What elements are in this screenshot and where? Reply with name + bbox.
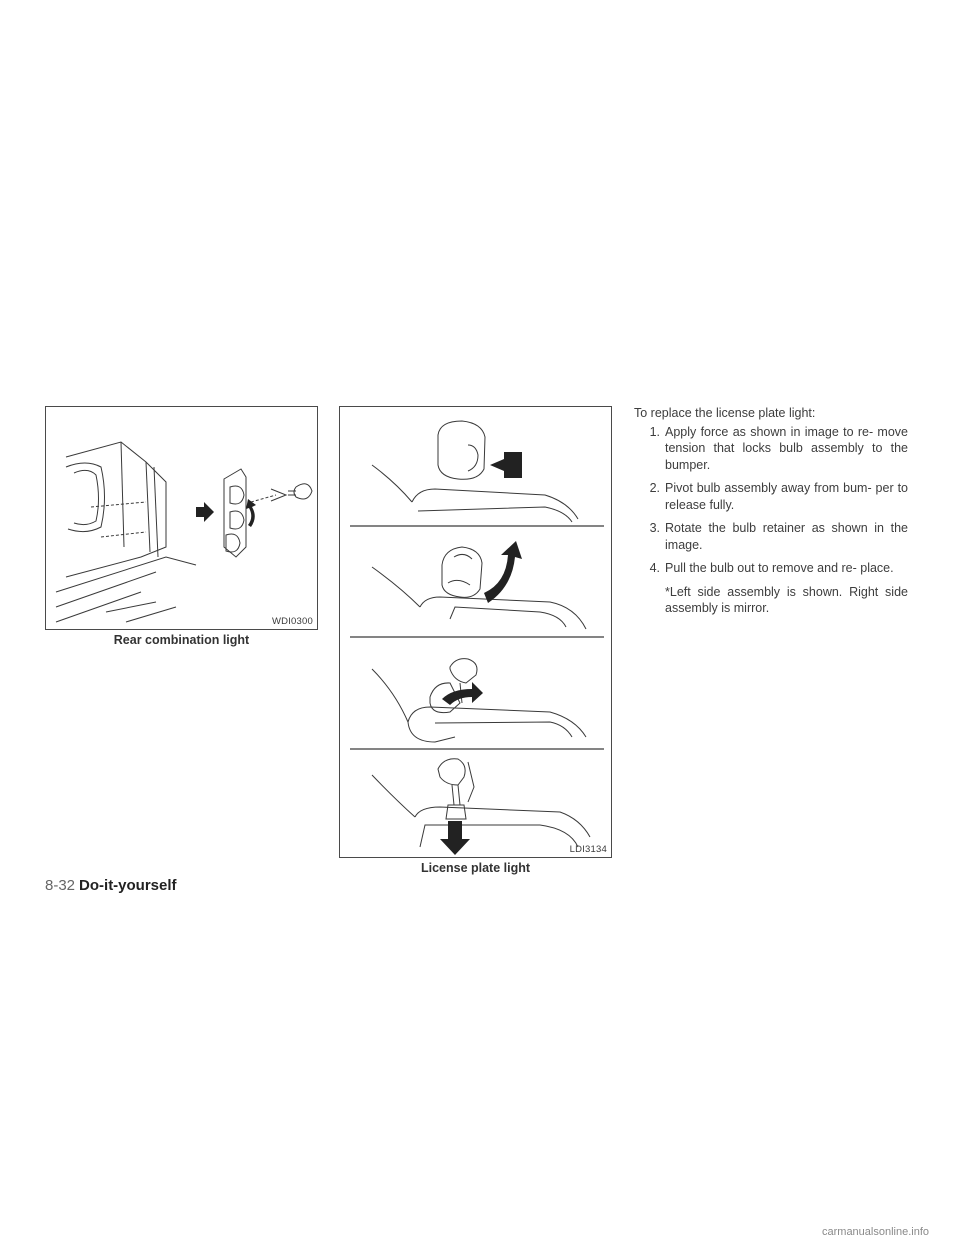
figure-caption: License plate light	[420, 861, 531, 875]
figure-caption: Rear combination light	[113, 633, 250, 647]
step-number: 4.	[649, 561, 660, 575]
figure-code: WDI0300	[271, 616, 313, 627]
watermark: carmanualsonline.info	[822, 1226, 930, 1238]
rear-combination-light-illustration	[46, 407, 317, 629]
page-number: 8-32	[45, 877, 76, 894]
instructions-intro: To replace the license plate light:	[634, 406, 816, 420]
instructions	[634, 405, 908, 617]
license-plate-light-figure	[339, 406, 612, 858]
step-number: 1.	[649, 424, 660, 439]
step-number: 3.	[649, 521, 660, 535]
step-text: Apply force as shown in image to re- move tension that locks bulb assembly to the bumper.	[665, 424, 908, 472]
step-text: Rotate the bulb retainer as shown in the image.	[665, 521, 908, 552]
step-text: Pivot bulb assembly away from bum- per to release fully.	[665, 481, 908, 512]
step-4	[634, 560, 908, 577]
figure-code: LDI3134	[569, 844, 607, 855]
assembly-note: *Left side assembly is shown. Right side assembly is mirror.	[665, 584, 908, 615]
step-1	[634, 424, 908, 474]
step-3	[634, 520, 908, 553]
license-plate-light-illustration	[340, 407, 611, 857]
page-footer	[45, 877, 177, 894]
step-2	[634, 480, 908, 513]
section-title: Do-it-yourself	[79, 877, 177, 894]
rear-combination-light-figure	[45, 406, 318, 630]
step-text: Pull the bulb out to remove and re- place.	[665, 561, 894, 575]
step-number: 2.	[649, 481, 660, 495]
